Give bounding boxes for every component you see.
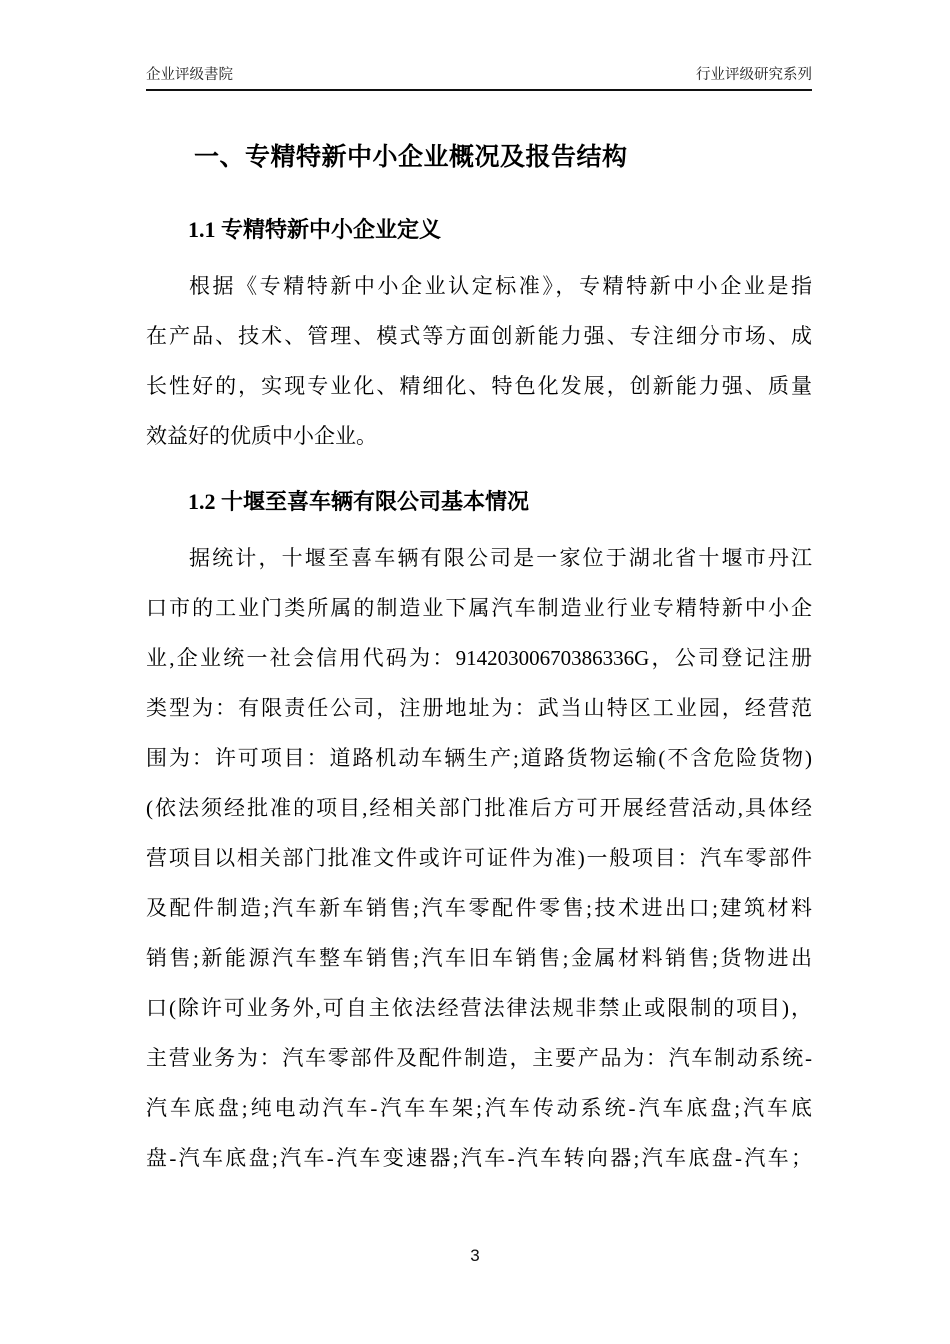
paragraph-line: 效益好的优质中小企业。 (146, 424, 377, 448)
paragraph-company-profile (146, 533, 812, 1183)
paragraph-line: 口市的工业门类所属的制造业下属汽车制造业行业专精特新中小企 (146, 596, 812, 620)
page-number: 3 (470, 1246, 480, 1265)
paragraph-line: 类型为：有限责任公司，注册地址为：武当山特区工业园，经营范 (146, 696, 812, 720)
paragraph-line: 盘-汽车底盘;汽车-汽车变速器;汽车-汽车转向器;汽车底盘-汽车； (146, 1146, 812, 1170)
header-right-label: 行业评级研究系列 (696, 67, 812, 83)
paragraph-line: 根据《专精特新中小企业认定标准》，专精特新中小企业是指 (189, 274, 812, 298)
section-heading-1-2: 1.2 十堰至喜车辆有限公司基本情况 (188, 489, 530, 514)
paragraph-line: 围为：许可项目：道路机动车辆生产;道路货物运输(不含危险货物) (146, 746, 812, 770)
header-left-label: 企业评级書院 (146, 67, 233, 83)
paragraph-line: 汽车底盘;纯电动汽车-汽车车架;汽车传动系统-汽车底盘;汽车底 (146, 1096, 812, 1120)
paragraph-line: 在产品、技术、管理、模式等方面创新能力强、专注细分市场、成 (146, 324, 812, 348)
paragraph-line: 长性好的，实现专业化、精细化、特色化发展，创新能力强、质量 (146, 374, 812, 398)
paragraph-line: 及配件制造;汽车新车销售;汽车零配件零售;技术进出口;建筑材料 (146, 896, 812, 920)
paragraph-line: 主营业务为：汽车零部件及配件制造，主要产品为：汽车制动系统- (146, 1046, 812, 1070)
paragraph-line: 口(除许可业务外,可自主依法经营法律法规非禁止或限制的项目)， (146, 996, 812, 1020)
paragraph-line: 销售;新能源汽车整车销售;汽车旧车销售;金属材料销售;货物进出 (146, 946, 812, 970)
page-header (146, 0, 812, 91)
section-heading-1-1: 1.1 专精特新中小企业定义 (188, 217, 442, 242)
paragraph-line: 营项目以相关部门批准文件或许可证件为准)一般项目：汽车零部件 (146, 846, 812, 870)
paragraph-line: (依法须经批准的项目,经相关部门批准后方可开展经营活动,具体经 (146, 796, 812, 820)
paragraph-line: 业,企业统一社会信用代码为：91420300670386336G，公司登记注册 (146, 646, 812, 670)
document-body (146, 141, 812, 1183)
paragraph-definition (146, 261, 812, 461)
chapter-heading: 一、专精特新中小企业概况及报告结构 (194, 144, 628, 171)
paragraph-line: 据统计，十堰至喜车辆有限公司是一家位于湖北省十堰市丹江 (189, 546, 812, 570)
